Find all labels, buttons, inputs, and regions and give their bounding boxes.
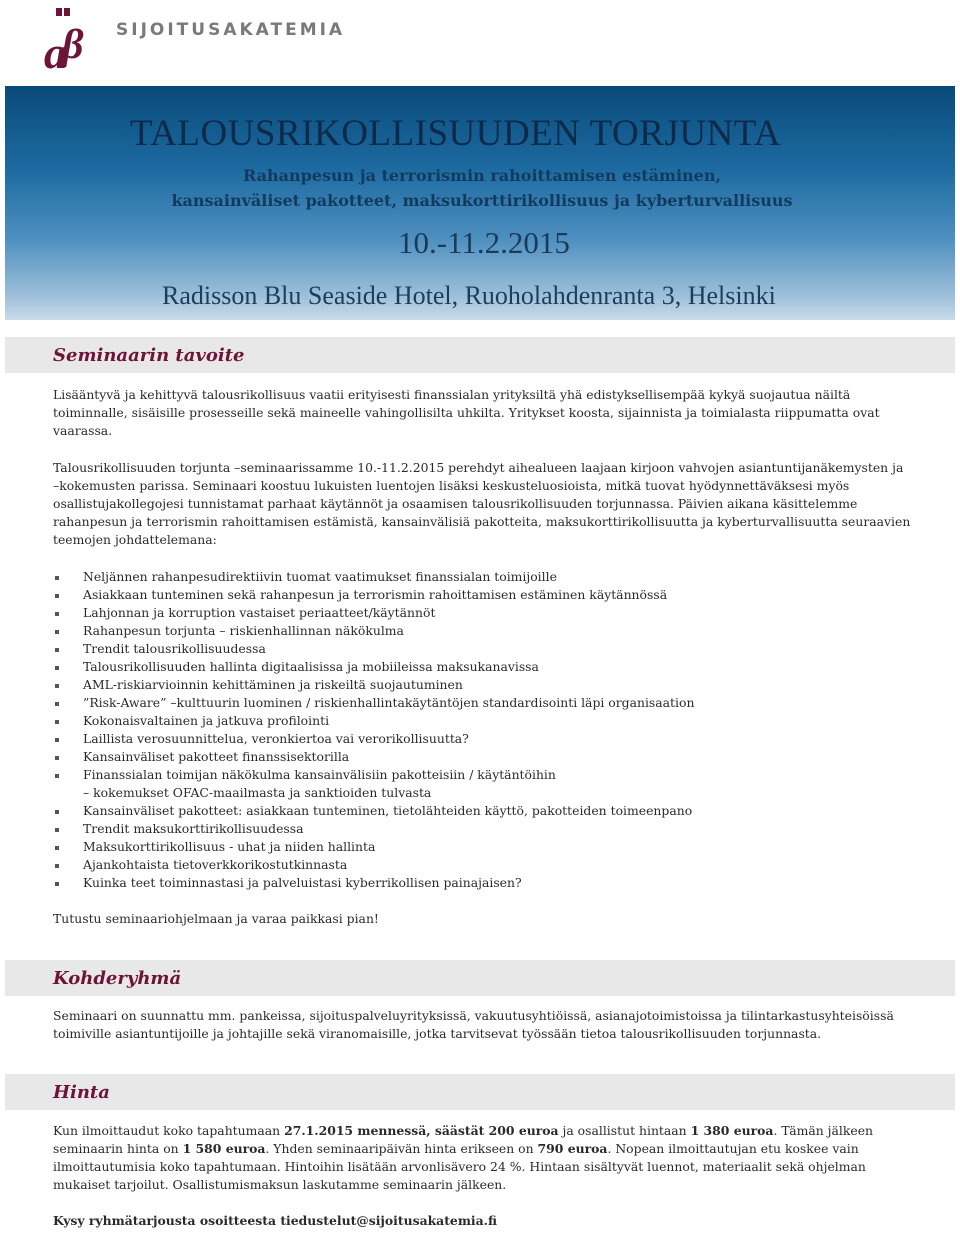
list-item: Trendit maksukorttirikollisuudessa (53, 820, 694, 838)
single-day-price: 790 euroa (537, 1141, 608, 1156)
brand-name: SIJOITUSAKATEMIA (116, 20, 346, 40)
list-item: Maksukorttirikollisuus - uhat ja niiden hallinta (53, 838, 694, 856)
hinta-text (53, 1122, 913, 1194)
hinta-text-part: . Yhden seminaaripäivän hinta erikseen on (265, 1141, 538, 1156)
page-title: TALOUSRIKOLLISUUDEN TORJUNTA (130, 113, 782, 154)
list-item: Neljännen rahanpesudirektiivin tuomat vaatimukset finanssialan toimijoille (53, 568, 694, 586)
list-item: Lahjonnan ja korruption vastaiset periaatteet/käytännöt (53, 604, 694, 622)
hinta-text-part: Kun ilmoittaudut koko tapahtumaan (53, 1123, 285, 1138)
page-subtitle (132, 163, 832, 213)
section-heading-tavoite: Seminaarin tavoite (53, 345, 245, 366)
hinta-text-part: . Tämän jälkeen seminaarin hinta on (53, 1123, 874, 1156)
list-item: Ajankohtaista tietoverkkorikostutkinnasta (53, 856, 694, 874)
list-item: Kuinka teet toiminnastasi ja palveluistasi kyberrikollisen painajaisen? (53, 874, 694, 892)
list-item: ”Risk-Aware” –kulttuurin luominen / riskienhallintakäytäntöjen standardisointi läpi organisaation (53, 694, 694, 712)
list-item: Kokonaisvaltainen ja jatkuva profilointi (53, 712, 694, 730)
list-item: Trendit talousrikollisuudessa (53, 640, 694, 658)
list-item-continuation: – kokemukset OFAC-maailmasta ja sanktioiden tulvasta (83, 785, 432, 800)
section-band-hinta (5, 1074, 955, 1110)
list-item: Kansainväliset pakotteet: asiakkaan tunteminen, tietolähteiden käyttö, pakotteiden toimeenpano (53, 802, 694, 820)
list-item: Rahanpesun torjunta – riskienhallinnan näkökulma (53, 622, 694, 640)
svg-text:β: β (62, 22, 84, 68)
hinta-text-part: ja osallistut hintaan (558, 1123, 691, 1138)
list-item: Laillista verosuunnittelua, veronkiertoa vai verorikollisuutta? (53, 730, 694, 748)
event-date: 10.-11.2.2015 (398, 225, 570, 260)
section-heading-hinta: Hinta (53, 1082, 110, 1103)
list-item: Finanssialan toimijan näkökulma kansainvälisiin pakotteisiin / käytäntöihin (53, 766, 694, 784)
tavoite-paragraph-2: Talousrikollisuuden torjunta –seminaarissamme 10.-11.2.2015 perehdyt aihealueen laajaan kirjoon vahvojen asiantuntijanäkemysten ja –kokemusten parissa. Seminaari koostuu lukuisten luentojen lisäksi keskusteluosioista, mitkä tuovat hyödynnettäväksesi myös osallistujakollegojesi tunnistamat parhaat käytännöt ja osaamisen talousrikollisuuden torjunnassa. Päivien aikana käsittelemme rahanpesun ja terrorismin rahoittamisen estämistä, kansainvälisiä pakotteita, maksukorttirikollisuutta ja kyberturvallisuutta seuraavien teemojen johdattelemana: (53, 460, 911, 547)
list-item: Talousrikollisuuden hallinta digitaalisissa ja mobiileissa maksukanavissa (53, 658, 694, 676)
list-item: Asiakkaan tunteminen sekä rahanpesun ja terrorismin rahoittamisen estäminen käytännössä (53, 586, 694, 604)
subtitle-line-1: Rahanpesun ja terrorismin rahoittamisen estäminen, (242, 166, 722, 185)
subtitle-line-2: kansainväliset pakotteet, maksukorttirikollisuus ja kyberturvallisuus (171, 191, 793, 210)
contact-line: Kysy ryhmätarjousta osoitteesta tiedustelut@sijoitusakatemia.fi (53, 1213, 497, 1228)
early-bird-price: 1 380 euroa (690, 1123, 774, 1138)
hinta-text-part: . Nopean ilmoittautujan etu koskee vain ilmoittautumisia koko tapahtumaan. Hintoihin lisätään arvonlisävero 24 %. Hintaan sisältyvät luennot, materiaalit sekä ohjelman mukaiset tarjoilut. Osallistumismaksun laskutamme seminaarin jälkeen. (53, 1141, 866, 1192)
svg-text:ɑ: ɑ (44, 27, 67, 70)
sijoitusakatemia-logo (40, 8, 98, 70)
section-heading-kohderyhma: Kohderyhmä (53, 968, 182, 989)
topic-list (53, 568, 694, 892)
list-item: AML-riskiarvioinnin kehittäminen ja riskeiltä suojautuminen (53, 676, 694, 694)
list-item: Kansainväliset pakotteet finanssisektorilla (53, 748, 694, 766)
tavoite-paragraph-1: Lisääntyvä ja kehittyvä talousrikollisuus vaatii erityisesti finanssialan yrityksiltä yhä edistyksellisempää kykyä suojautua näiltä toiminnalle, sisäisille prosesseille sekä maineelle vahingollisilta uhkilta. Yritykset koosta, sijainnista ja toimialasta riippumatta ovat vaarassa. (53, 387, 880, 438)
kohderyhma-text: Seminaari on suunnattu mm. pankeissa, sijoituspalveluyrityksissä, vakuutusyhtiöissä, asianajotoimistoissa ja tilintarkastusyhteisöissä toimiville asiantuntijoille ja johtajille sekä viranomaisille, jotka tarvitsevat työssään tietoa talousrikollisuuden torjunnasta. (53, 1008, 894, 1041)
call-to-action: Tutustu seminaariohjelmaan ja varaa paikkasi pian! (53, 911, 379, 926)
regular-price: 1 580 euroa (182, 1141, 266, 1156)
event-venue: Radisson Blu Seaside Hotel, Ruoholahdenranta 3, Helsinki (162, 281, 776, 310)
early-bird-deadline: 27.1.2015 mennessä, säästät 200 euroa (284, 1123, 559, 1138)
